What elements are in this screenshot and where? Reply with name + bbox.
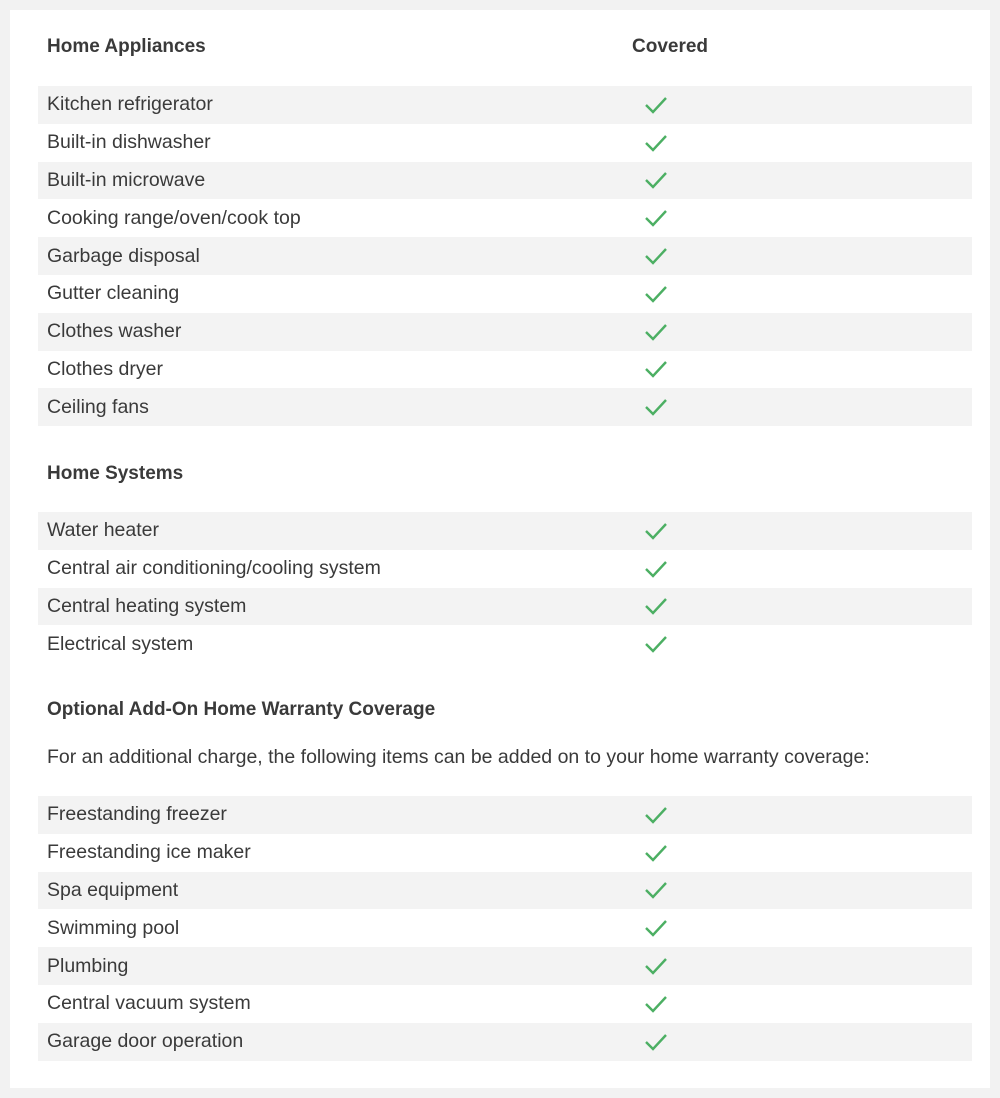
optional-addon-table bbox=[38, 796, 972, 1061]
checkmark-icon bbox=[644, 918, 668, 938]
checkmark-icon bbox=[644, 1032, 668, 1052]
table-row bbox=[38, 162, 972, 200]
table-row bbox=[38, 834, 972, 872]
checkmark-icon bbox=[644, 880, 668, 900]
item-label: Spa equipment bbox=[47, 878, 179, 901]
item-label: Central air conditioning/cooling system bbox=[47, 557, 381, 580]
table-row bbox=[38, 947, 972, 985]
table-row bbox=[38, 86, 972, 124]
coverage-card bbox=[10, 10, 990, 1088]
checkmark-icon bbox=[644, 521, 668, 541]
item-label: Garbage disposal bbox=[47, 244, 200, 267]
item-label: Clothes dryer bbox=[47, 357, 163, 380]
table-row bbox=[38, 1023, 972, 1061]
home-systems-header bbox=[38, 456, 972, 492]
covered-column-label: Covered bbox=[632, 36, 709, 57]
table-row bbox=[38, 388, 972, 426]
table-row bbox=[38, 872, 972, 910]
checkmark-icon bbox=[644, 634, 668, 654]
checkmark-icon bbox=[644, 559, 668, 579]
checkmark-icon bbox=[644, 843, 668, 863]
table-row bbox=[38, 124, 972, 162]
checkmark-icon bbox=[644, 133, 668, 153]
item-label: Swimming pool bbox=[47, 916, 180, 939]
checkmark-icon bbox=[644, 596, 668, 616]
item-label: Water heater bbox=[47, 519, 159, 542]
home-appliances-header bbox=[38, 29, 972, 65]
item-label: Ceiling fans bbox=[47, 395, 149, 418]
home-systems-table bbox=[38, 512, 972, 663]
item-label: Clothes washer bbox=[47, 320, 182, 343]
item-label: Central vacuum system bbox=[47, 992, 251, 1015]
table-row bbox=[38, 588, 972, 626]
item-label: Kitchen refrigerator bbox=[47, 93, 213, 116]
item-label: Garage door operation bbox=[47, 1030, 244, 1053]
table-row bbox=[38, 550, 972, 588]
checkmark-icon bbox=[644, 805, 668, 825]
description-text: For an additional charge, the following items can be added on to your home warranty coverage: bbox=[47, 745, 870, 768]
home-appliances-table bbox=[38, 86, 972, 426]
item-label: Electrical system bbox=[47, 632, 194, 655]
table-row bbox=[38, 237, 972, 275]
checkmark-icon bbox=[644, 322, 668, 342]
item-label: Plumbing bbox=[47, 954, 129, 977]
table-row bbox=[38, 351, 972, 389]
table-row bbox=[38, 796, 972, 834]
item-label: Freestanding ice maker bbox=[47, 841, 251, 864]
table-row bbox=[38, 313, 972, 351]
table-row bbox=[38, 199, 972, 237]
checkmark-icon bbox=[644, 246, 668, 266]
checkmark-icon bbox=[644, 284, 668, 304]
section-title: Home Appliances bbox=[47, 36, 206, 57]
checkmark-icon bbox=[644, 994, 668, 1014]
section-title: Optional Add-On Home Warranty Coverage bbox=[47, 699, 436, 720]
checkmark-icon bbox=[644, 956, 668, 976]
table-row bbox=[38, 985, 972, 1023]
section-title: Home Systems bbox=[47, 463, 184, 484]
item-label: Freestanding freezer bbox=[47, 803, 227, 826]
item-label: Built-in dishwasher bbox=[47, 131, 211, 154]
checkmark-icon bbox=[644, 359, 668, 379]
table-row bbox=[38, 625, 972, 663]
checkmark-icon bbox=[644, 170, 668, 190]
checkmark-icon bbox=[644, 208, 668, 228]
table-row bbox=[38, 275, 972, 313]
item-label: Built-in microwave bbox=[47, 168, 206, 191]
item-label: Gutter cleaning bbox=[47, 282, 180, 305]
checkmark-icon bbox=[644, 95, 668, 115]
item-label: Central heating system bbox=[47, 594, 247, 617]
table-row bbox=[38, 909, 972, 947]
checkmark-icon bbox=[644, 397, 668, 417]
table-row bbox=[38, 512, 972, 550]
optional-addon-description bbox=[38, 742, 972, 772]
optional-addon-header bbox=[38, 692, 972, 728]
item-label: Cooking range/oven/cook top bbox=[47, 206, 301, 229]
